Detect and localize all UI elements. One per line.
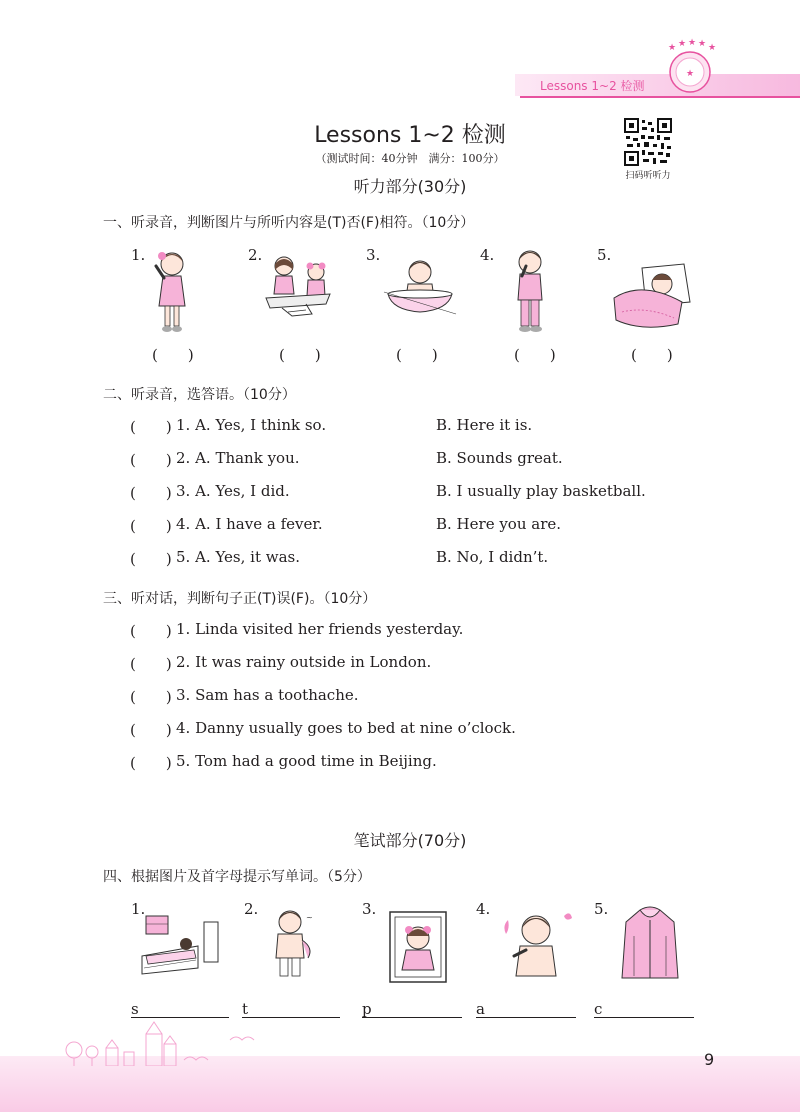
s3-statement-3: 3. Sam has a toothache. (176, 686, 359, 704)
s1-number-1: 1. (131, 246, 146, 264)
s4-hint-letter-3: p (362, 1000, 372, 1018)
s2-bracket-2[interactable]: ( ) (130, 451, 172, 469)
listening-heading: 听力部分(30分) (353, 177, 467, 196)
s3-bracket-2[interactable]: ( ) (130, 655, 172, 673)
s4-hint-letter-4: a (476, 1000, 485, 1018)
s2-bracket-5[interactable]: ( ) (130, 550, 172, 568)
s4-hint-letter-5: c (594, 1000, 603, 1018)
svg-text:~: ~ (306, 913, 313, 922)
s1-answer-bracket-1[interactable]: ( ) (152, 346, 194, 364)
s4-answer-line-5[interactable] (594, 1017, 694, 1018)
girl-headache-icon (150, 248, 196, 334)
s2-option-b-2: B. Sounds great. (436, 449, 563, 467)
s2-option-a-1: 1. A. Yes, I think so. (176, 416, 327, 434)
svg-text:★: ★ (668, 43, 677, 53)
s2-bracket-4[interactable]: ( ) (130, 517, 172, 535)
s4-answer-line-1[interactable] (131, 1017, 229, 1018)
s1-number-4: 4. (480, 246, 495, 264)
s4-hint-letter-2: t (242, 1000, 249, 1018)
s4-answer-line-3[interactable] (362, 1017, 462, 1018)
mother-child-table-icon (262, 254, 334, 320)
s1-number-3: 3. (366, 246, 381, 264)
s2-bracket-1[interactable]: ( ) (130, 418, 172, 436)
s3-bracket-3[interactable]: ( ) (130, 688, 172, 706)
s2-option-a-5: 5. A. Yes, it was. (176, 548, 300, 566)
s2-option-b-1: B. Here it is. (436, 416, 533, 434)
castle-decoration-icon (60, 1020, 280, 1066)
s4-number-1: 1. (131, 900, 146, 918)
s2-option-b-4: B. Here you are. (436, 515, 562, 533)
section2-title: 二、听录音，选答语。（10分） (103, 387, 296, 403)
boy-toothache-icon (508, 246, 554, 334)
s4-number-2: 2. (244, 900, 259, 918)
coat-icon (620, 906, 680, 982)
s3-bracket-4[interactable]: ( ) (130, 721, 172, 739)
framed-photo-icon (388, 910, 448, 984)
section4-title: 四、根据图片及首字母提示写单词。（5分） (103, 869, 371, 885)
svg-text:★: ★ (698, 39, 707, 49)
page-number: 9 (704, 1050, 715, 1069)
s1-number-2: 2. (248, 246, 263, 264)
s2-option-a-2: 2. A. Thank you. (176, 449, 300, 467)
s2-option-b-3: B. I usually play basketball. (436, 482, 646, 500)
qr-label: 扫码听听力 (625, 171, 671, 181)
s1-answer-bracket-5[interactable]: ( ) (631, 346, 673, 364)
s4-answer-line-4[interactable] (476, 1017, 576, 1018)
running-title: Lessons 1~2 检测 (540, 79, 645, 93)
section1-title: 一、听录音，判断图片与所听内容是(T)否(F)相符。（10分） (103, 215, 475, 231)
writing-heading: 笔试部分(70分) (353, 831, 467, 850)
girl-in-bed-icon (612, 262, 692, 330)
s3-bracket-1[interactable]: ( ) (130, 622, 172, 640)
s4-number-3: 3. (362, 900, 377, 918)
bed-room-icon (140, 912, 224, 978)
s4-answer-line-2[interactable] (242, 1017, 340, 1018)
s1-answer-bracket-4[interactable]: ( ) (514, 346, 556, 364)
s1-answer-bracket-3[interactable]: ( ) (396, 346, 438, 364)
publisher-logo-icon (660, 38, 720, 98)
s2-option-a-3: 3. A. Yes, I did. (176, 482, 290, 500)
tired-boy-icon (268, 906, 318, 982)
s1-number-5: 5. (597, 246, 612, 264)
svg-text:★: ★ (678, 39, 687, 49)
page-title: Lessons 1~2 检测 (314, 123, 506, 148)
svg-text:★: ★ (688, 38, 697, 48)
s3-statement-4: 4. Danny usually goes to bed at nine o’clock. (176, 719, 516, 737)
s4-hint-letter-1: s (131, 1000, 139, 1018)
s3-statement-1: 1. Linda visited her friends yesterday. (176, 620, 464, 638)
svg-text:★: ★ (708, 43, 717, 53)
svg-text:★: ★ (685, 69, 695, 79)
s2-option-b-5: B. No, I didn’t. (436, 548, 549, 566)
s2-bracket-3[interactable]: ( ) (130, 484, 172, 502)
test-info: （测试时间：40分钟 满分：100分） (315, 152, 505, 165)
s3-bracket-5[interactable]: ( ) (130, 754, 172, 772)
s2-option-a-4: 4. A. I have a fever. (176, 515, 323, 533)
s3-statement-5: 5. Tom had a good time in Beijing. (176, 752, 437, 770)
angry-boy-icon (500, 908, 574, 980)
s3-statement-2: 2. It was rainy outside in London. (176, 653, 432, 671)
s4-number-5: 5. (594, 900, 609, 918)
s1-answer-bracket-2[interactable]: ( ) (279, 346, 321, 364)
qr-code-icon[interactable] (624, 118, 672, 166)
section3-title: 三、听对话，判断句子正(T)误(F)。（10分） (103, 591, 377, 607)
boy-in-bath-icon (380, 254, 460, 320)
s4-number-4: 4. (476, 900, 491, 918)
